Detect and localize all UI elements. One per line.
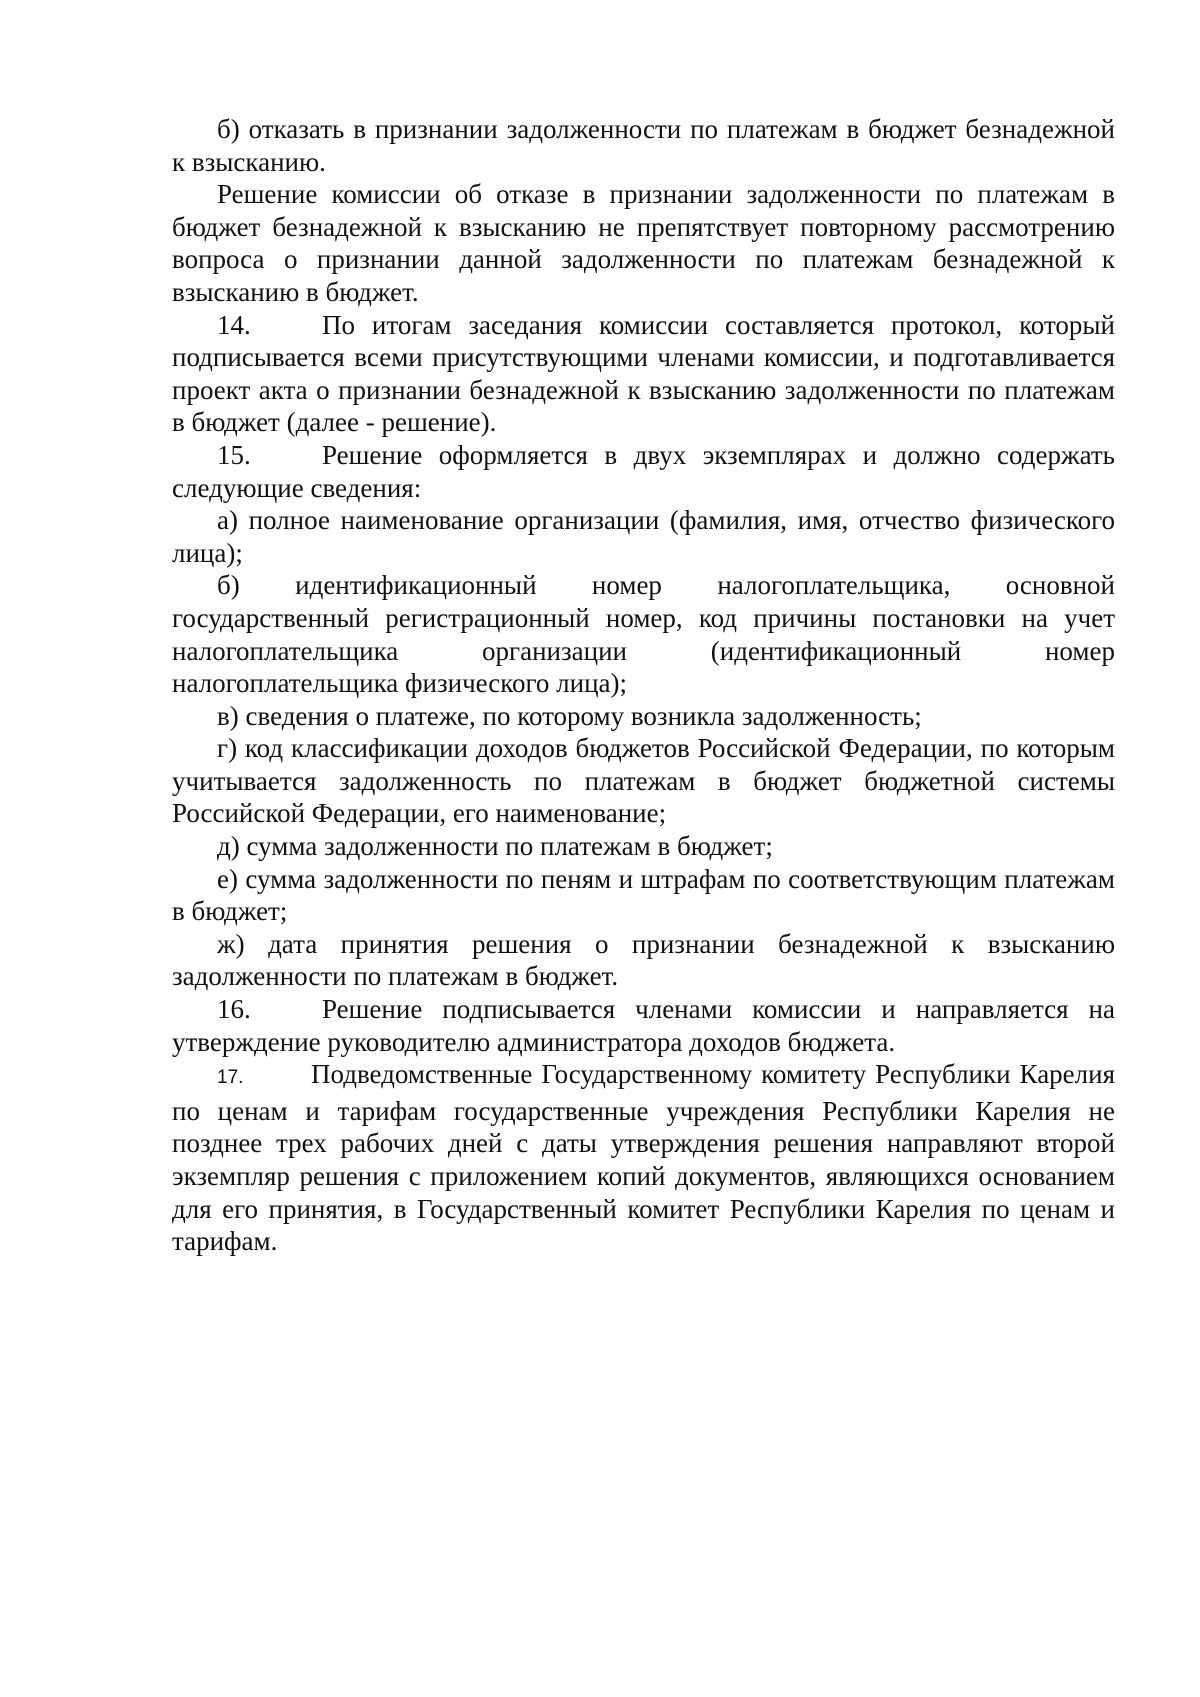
paragraph-number: 16. bbox=[217, 994, 251, 1025]
list-item-zh bbox=[172, 928, 1115, 993]
paragraph-text: а) полное наименование организации (фамилия, имя, отчество физического лица); bbox=[172, 505, 1115, 568]
paragraph-14 bbox=[172, 309, 1115, 439]
list-item-v bbox=[172, 700, 1115, 733]
list-item-g bbox=[172, 732, 1115, 830]
document-page bbox=[172, 113, 1115, 1258]
paragraph-text: ж) дата принятия решения о признании безнадежной к взысканию задолженности по платежам в бюджет. bbox=[172, 928, 1115, 992]
paragraph-text: По итогам заседания комиссии составляется протокол, который подписывается всеми присутствующими членами комиссии, и подготавливается проект акта о признании безнадежной к взысканию задолженности по платежам в бюджет (далее - решение). bbox=[172, 309, 1115, 438]
paragraph-text: г) код классификации доходов бюджетов Российской Федерации, по которым учитывается задолженность по платежам в бюджет бюджетной системы Российской Федерации, его наименование; bbox=[172, 733, 1115, 829]
list-item-a bbox=[172, 504, 1115, 569]
paragraph-text: в) сведения о платеже, по которому возникла задолженность; bbox=[217, 700, 922, 731]
paragraph-text: е) сумма задолженности по пеням и штрафам по соответствующим платежам в бюджет; bbox=[172, 863, 1115, 927]
paragraph-text: Решение подписывается членами комиссии и направляется на утверждение руководителю администратора доходов бюджета. bbox=[172, 994, 1115, 1057]
paragraph-15 bbox=[172, 439, 1115, 504]
paragraph-16 bbox=[172, 993, 1115, 1058]
list-item-d bbox=[172, 830, 1115, 863]
paragraph-text: Решение оформляется в двух экземплярах и должно содержать следующие сведения: bbox=[172, 439, 1115, 503]
list-item-b bbox=[172, 569, 1115, 699]
paragraph-number: 14. bbox=[217, 309, 251, 340]
paragraph-number: 17. bbox=[217, 1067, 244, 1089]
paragraph-text: б) идентификационный номер налогоплательщика, основной государственный регистрационный номер, код причины постановки на учет налогоплательщика организации (идентификационный номер налогоплательщика физического лица); bbox=[172, 570, 1115, 699]
paragraph-text: Решение комиссии об отказе в признании задолженности по платежам в бюджет безнадежной к взысканию не препятствует повторному рассмотрению вопроса о признании данной задолженности по платежам безнадежной к взысканию в бюджет. bbox=[172, 179, 1115, 307]
paragraph-text: Подведомственные Государственному комитету Республики Карелия по ценам и тарифам государственные учреждения Республики Карелия не позднее трех рабочих дней с даты утверждения решения направляют второй экземпляр решения с приложением копий документов, являющихся основанием для его принятия, в Государственный комитет Республики Карелия по ценам и тарифам. bbox=[172, 1059, 1115, 1257]
paragraph-refusal-note bbox=[172, 178, 1115, 308]
list-item-e bbox=[172, 863, 1115, 928]
paragraph-refuse bbox=[172, 113, 1115, 178]
paragraph-17 bbox=[172, 1058, 1115, 1258]
paragraph-number: 15. bbox=[217, 439, 251, 470]
paragraph-text: д) сумма задолженности по платежам в бюджет; bbox=[217, 831, 773, 862]
paragraph-text: б) отказать в признании задолженности по платежам в бюджет безнадежной к взысканию. bbox=[172, 114, 1115, 177]
